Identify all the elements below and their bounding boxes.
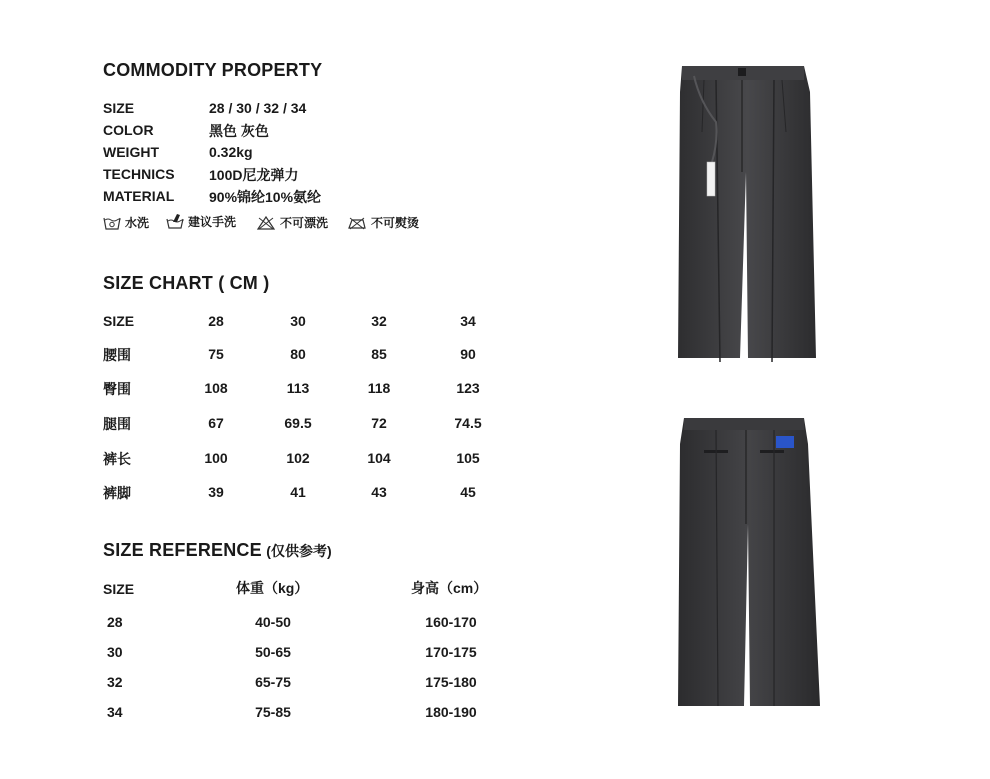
size-reference-header-weight: 体重（kg） [236, 580, 309, 596]
size-chart-row-label: 腰围 [103, 347, 131, 363]
property-value-size: 28 / 30 / 32 / 34 [209, 100, 307, 116]
care-item-wash [103, 214, 149, 231]
care-item-hand-wash [166, 212, 236, 230]
size-chart-header-30: 30 [290, 313, 306, 329]
size-chart-row-label: 腿围 [103, 416, 131, 432]
size-reference-weight: 50-65 [255, 644, 291, 660]
size-chart-row-label: 裤脚 [103, 485, 131, 501]
size-chart-header-28: 28 [208, 313, 224, 329]
size-reference-height: 170-175 [425, 644, 477, 660]
size-chart-row-label: 臀围 [103, 381, 131, 397]
size-chart-header-34: 34 [460, 313, 476, 329]
property-value-color: 黑色 灰色 [209, 123, 269, 139]
size-chart-cell: 75 [208, 346, 224, 362]
size-chart-cell: 105 [456, 450, 480, 466]
care-label-wash: 水洗 [125, 216, 150, 230]
property-value-technics: 100D尼龙弹力 [209, 167, 299, 183]
no-bleach-icon [256, 215, 276, 231]
care-label-hand-wash: 建议手洗 [188, 214, 237, 229]
size-chart-cell: 90 [460, 346, 476, 362]
size-reference-size: 30 [107, 644, 123, 660]
size-reference-title: SIZE REFERENCE [103, 540, 262, 560]
size-chart-cell: 113 [286, 380, 310, 396]
size-reference-weight: 75-85 [255, 704, 291, 720]
size-chart-header-size: SIZE [103, 313, 135, 329]
pants-back-image [674, 414, 824, 712]
size-chart-cell: 72 [371, 415, 387, 431]
size-chart-cell: 100 [204, 450, 228, 466]
size-chart-cell: 104 [367, 450, 391, 466]
size-reference-header-height: 身高（cm） [411, 580, 488, 596]
size-chart-row-label: 裤长 [103, 451, 131, 467]
size-chart-cell: 67 [208, 415, 224, 431]
size-reference-note: (仅供参考) [266, 543, 332, 559]
size-chart-cell: 118 [367, 380, 391, 396]
size-reference-height: 180-190 [425, 704, 477, 720]
wash-water-icon [103, 215, 121, 231]
property-value-weight: 0.32kg [209, 144, 253, 160]
size-reference-size: 28 [107, 614, 123, 630]
size-chart-cell: 41 [290, 484, 306, 500]
care-label-no-iron: 不可熨烫 [371, 216, 420, 230]
property-label-material: MATERIAL [103, 188, 175, 204]
size-reference-weight: 65-75 [255, 674, 291, 690]
property-title: COMMODITY PROPERTY [103, 60, 323, 80]
size-reference-height: 175-180 [425, 674, 477, 690]
size-chart-cell: 108 [204, 380, 228, 396]
size-chart-cell: 39 [208, 484, 224, 500]
size-reference-size: 32 [107, 674, 123, 690]
property-label-weight: WEIGHT [103, 144, 159, 160]
size-chart-cell: 69.5 [284, 415, 312, 431]
size-chart-cell: 80 [290, 346, 306, 362]
pants-front-image [676, 62, 822, 364]
hand-wash-icon [166, 212, 184, 230]
care-item-no-bleach [256, 214, 328, 231]
property-label-technics: TECHNICS [103, 166, 175, 182]
property-label-size: SIZE [103, 100, 135, 116]
size-reference-size: 34 [107, 704, 123, 720]
size-chart-title: SIZE CHART ( CM ) [103, 273, 270, 293]
property-label-color: COLOR [103, 122, 154, 138]
care-item-no-iron [347, 214, 419, 231]
size-chart-cell: 123 [456, 380, 480, 396]
size-reference-height: 160-170 [425, 614, 477, 630]
brand-label-tag [776, 436, 794, 448]
size-chart-cell: 102 [286, 450, 310, 466]
property-value-material: 90%锦纶10%氨纶 [209, 189, 322, 205]
size-reference-header-size: SIZE [103, 581, 135, 597]
care-label-no-bleach: 不可漂洗 [280, 216, 329, 230]
size-chart-cell: 43 [371, 484, 387, 500]
size-reference-title-wrap [103, 540, 332, 561]
size-chart-cell: 85 [371, 346, 387, 362]
no-iron-icon [347, 215, 367, 231]
size-chart-header-32: 32 [371, 313, 387, 329]
size-chart-cell: 45 [460, 484, 476, 500]
size-reference-weight: 40-50 [255, 614, 291, 630]
size-chart-cell: 74.5 [454, 415, 482, 431]
